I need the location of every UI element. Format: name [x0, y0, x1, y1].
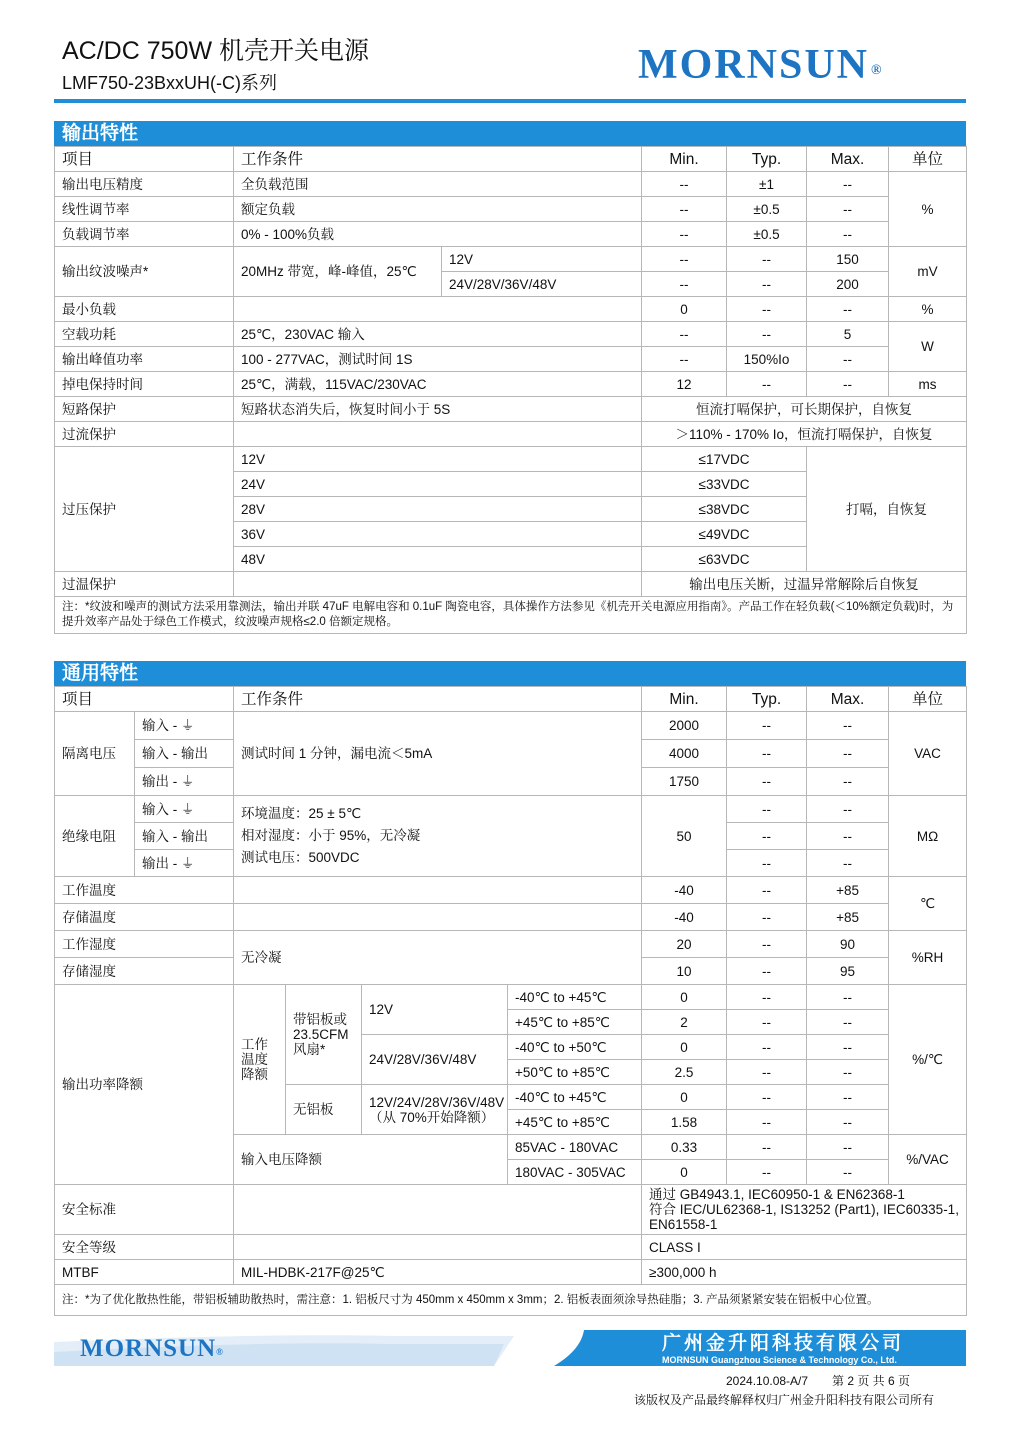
port-pair: 输入 - 输出 — [135, 740, 234, 768]
min-value: 0 — [642, 1035, 727, 1060]
table-row — [55, 796, 967, 823]
safety-standards — [642, 1185, 967, 1235]
max-value: +85 — [807, 877, 889, 904]
row-label: 掉电保持时间 — [55, 372, 234, 397]
min-value: -- — [642, 247, 727, 272]
series-name: LMF750-23BxxUH(-C)系列 — [62, 73, 278, 93]
port-pair: 输入 - 输出 — [135, 823, 234, 850]
output-spec-table — [54, 146, 967, 634]
min-value: 4000 — [642, 740, 727, 768]
unit-value: MΩ — [889, 796, 967, 877]
row-label: 输出功率降额 — [55, 985, 234, 1185]
unit-value: VAC — [889, 712, 967, 796]
row-condition: 全负载范围 — [234, 172, 642, 197]
max-value: 5 — [807, 322, 889, 347]
min-value: -- — [642, 197, 727, 222]
min-value: 0 — [642, 297, 727, 322]
table-row — [55, 322, 967, 347]
max-value: -- — [807, 768, 889, 796]
max-value: -- — [807, 1060, 889, 1085]
max-value: -- — [807, 796, 889, 823]
port-pair: 输入 - ⏚ — [135, 712, 234, 740]
derating-label: 输入电压降额 — [234, 1135, 508, 1185]
table-row — [55, 931, 967, 958]
typ-value: -- — [727, 931, 807, 958]
voltage-label: 24V/28V/36V/48V — [442, 272, 642, 297]
voltage-label: 12V — [362, 985, 508, 1035]
footer-logo — [80, 1334, 224, 1364]
ovp-limit: ≤17VDC — [642, 447, 807, 472]
typ-value: ±1 — [727, 172, 807, 197]
min-value: -- — [642, 347, 727, 372]
typ-value: -- — [727, 247, 807, 272]
min-value: 2000 — [642, 712, 727, 740]
voltage-range: 180VAC - 305VAC — [508, 1160, 642, 1185]
unit-value: % — [889, 297, 967, 322]
max-value: -- — [807, 347, 889, 372]
registered-mark: ® — [216, 1347, 224, 1357]
min-value: 2.5 — [642, 1060, 727, 1085]
general-spec-table — [54, 686, 967, 1316]
max-value: -- — [807, 1010, 889, 1035]
min-value: -- — [642, 272, 727, 297]
row-condition — [234, 904, 642, 931]
standard-line: 通过 GB4943.1, IEC60950-1 & EN62368-1 — [649, 1187, 905, 1202]
header-unit: 单位 — [889, 147, 967, 172]
min-value: 1750 — [642, 768, 727, 796]
typ-value: -- — [727, 740, 807, 768]
header-divider — [54, 99, 966, 103]
typ-value: -- — [727, 297, 807, 322]
row-condition — [234, 1235, 642, 1260]
output-footnote: 注：*纹波和噪声的测试方法采用靠测法，输出并联 47uF 电解电容和 0.1uF 陶瓷电容，具体操作方法参见《机壳开关电源应用指南》。产品工作在轻负载(＜10%额定负载)时，为提升效率产品处于绿色工作模式，纹波噪声规格≤2.0 倍额定规格。 — [55, 597, 967, 634]
row-label: 空载功耗 — [55, 322, 234, 347]
max-value: -- — [807, 372, 889, 397]
table-row — [55, 422, 967, 447]
table-row — [55, 222, 967, 247]
row-label: 过压保护 — [55, 447, 234, 572]
ovp-limit: ≤49VDC — [642, 522, 807, 547]
table-row — [55, 347, 967, 372]
header-min: Min. — [642, 147, 727, 172]
unit-value: W — [889, 322, 967, 372]
note-row — [55, 597, 967, 634]
max-value: -- — [807, 1110, 889, 1135]
max-value: -- — [807, 1135, 889, 1160]
max-value: -- — [807, 1085, 889, 1110]
condition-line: 相对湿度：小于 95%，无冷凝 — [241, 828, 421, 843]
row-label: 负载调节率 — [55, 222, 234, 247]
max-value: +85 — [807, 904, 889, 931]
table-row — [55, 1235, 967, 1260]
max-value: 200 — [807, 272, 889, 297]
header-max: Max. — [807, 147, 889, 172]
min-value: 50 — [642, 796, 727, 877]
row-condition: 25℃，230VAC 输入 — [234, 322, 642, 347]
row-label: 短路保护 — [55, 397, 234, 422]
typ-value: -- — [727, 272, 807, 297]
typ-value: 150%Io — [727, 347, 807, 372]
protection-value: 恒流打嗝保护，可长期保护，自恢复 — [642, 397, 967, 422]
typ-value: -- — [727, 877, 807, 904]
max-value: 90 — [807, 931, 889, 958]
max-value: -- — [807, 172, 889, 197]
min-value: 0 — [642, 985, 727, 1010]
condition-line: 测试电压：500VDC — [241, 850, 360, 865]
voltage-label: 12V/24V/28V/36V/48V（从 70%开始降额） — [362, 1085, 508, 1135]
logo-text: MORNSUN — [638, 42, 869, 88]
max-value: 95 — [807, 958, 889, 985]
typ-value: -- — [727, 904, 807, 931]
row-label: 安全标准 — [55, 1185, 234, 1235]
general-section-title: 通用特性 — [54, 661, 966, 686]
table-row — [55, 904, 967, 931]
row-label: 隔离电压 — [55, 712, 135, 796]
temp-range: +50℃ to +85℃ — [508, 1060, 642, 1085]
row-condition: 额定负载 — [234, 197, 642, 222]
unit-value: %/VAC — [889, 1135, 967, 1185]
row-label: 绝缘电阻 — [55, 796, 135, 877]
min-value: -- — [642, 222, 727, 247]
row-label: 工作湿度 — [55, 931, 234, 958]
voltage-label: 48V — [234, 547, 642, 572]
revision-date: 2024.10.08-A/7 — [726, 1374, 809, 1388]
max-value: -- — [807, 823, 889, 850]
header-condition: 工作条件 — [234, 687, 642, 712]
row-condition — [234, 796, 642, 877]
row-label: 安全等级 — [55, 1235, 234, 1260]
table-row — [55, 297, 967, 322]
company-name-cn: 广州金升阳科技有限公司 — [662, 1333, 905, 1354]
header-condition: 工作条件 — [234, 147, 642, 172]
unit-value: ms — [889, 372, 967, 397]
output-section-title: 输出特性 — [54, 121, 966, 146]
voltage-label: 12V — [442, 247, 642, 272]
protection-value: ＞110% - 170% Io，恒流打嗝保护，自恢复 — [642, 422, 967, 447]
page-number: 第 2 页 共 6 页 — [832, 1374, 911, 1388]
voltage-label: 36V — [234, 522, 642, 547]
condition-line: 环境温度：25 ± 5℃ — [241, 806, 362, 821]
max-value: -- — [807, 740, 889, 768]
table-row — [55, 985, 967, 1010]
max-value: 150 — [807, 247, 889, 272]
temp-range: -40℃ to +45℃ — [508, 1085, 642, 1110]
unit-value: mV — [889, 247, 967, 297]
row-label: MTBF — [55, 1260, 234, 1285]
row-condition: 无冷凝 — [234, 931, 642, 985]
temp-range: +45℃ to +85℃ — [508, 1010, 642, 1035]
voltage-label: 24V/28V/36V/48V — [362, 1035, 508, 1085]
row-label: 输出峰值功率 — [55, 347, 234, 372]
header-typ: Typ. — [727, 687, 807, 712]
table-header-row — [55, 687, 967, 712]
header-min: Min. — [642, 687, 727, 712]
mtbf-value: ≥300,000 h — [642, 1260, 967, 1285]
unit-value: %/℃ — [889, 985, 967, 1135]
typ-value: -- — [727, 372, 807, 397]
min-value: 2 — [642, 1010, 727, 1035]
unit-value: % — [889, 172, 967, 247]
row-condition — [234, 572, 642, 597]
row-condition: MIL-HDBK-217F@25℃ — [234, 1260, 642, 1285]
header-item: 项目 — [55, 147, 234, 172]
voltage-label: 28V — [234, 497, 642, 522]
table-row — [55, 197, 967, 222]
ovp-mode: 打嗝，自恢复 — [807, 447, 967, 572]
typ-value: -- — [727, 712, 807, 740]
temp-range: -40℃ to +50℃ — [508, 1035, 642, 1060]
cooling-condition: 无铝板 — [286, 1085, 362, 1135]
safety-class: CLASS I — [642, 1235, 967, 1260]
ovp-limit: ≤33VDC — [642, 472, 807, 497]
typ-value: -- — [727, 850, 807, 877]
row-condition: 25℃，满载，115VAC/230VAC — [234, 372, 642, 397]
min-value: -- — [642, 322, 727, 347]
min-value: 0 — [642, 1085, 727, 1110]
row-condition — [234, 1185, 642, 1235]
min-value: 10 — [642, 958, 727, 985]
row-label: 输出纹波噪声* — [55, 247, 234, 297]
table-row — [55, 172, 967, 197]
typ-value: -- — [727, 1085, 807, 1110]
table-header-row — [55, 147, 967, 172]
cooling-condition: 带铝板或 23.5CFM 风扇* — [286, 985, 362, 1085]
logo-text: MORNSUN — [80, 1335, 217, 1362]
min-value: 0 — [642, 1160, 727, 1185]
company-name-en: MORNSUN Guangzhou Science & Technology Co., Ltd. — [662, 1355, 897, 1365]
typ-value: -- — [727, 1035, 807, 1060]
table-row — [55, 877, 967, 904]
table-row — [55, 1260, 967, 1285]
header-typ: Typ. — [727, 147, 807, 172]
row-label: 过温保护 — [55, 572, 234, 597]
row-label: 存储湿度 — [55, 958, 234, 985]
port-pair: 输出 - ⏚ — [135, 768, 234, 796]
min-value: -- — [642, 172, 727, 197]
row-condition: 短路状态消失后，恢复时间小于 5S — [234, 397, 642, 422]
typ-value: ±0.5 — [727, 222, 807, 247]
min-value: 12 — [642, 372, 727, 397]
table-row — [55, 572, 967, 597]
max-value: -- — [807, 1160, 889, 1185]
typ-value: -- — [727, 768, 807, 796]
row-condition: 20MHz 带宽，峰-峰值，25℃ — [234, 247, 442, 297]
min-value: -40 — [642, 877, 727, 904]
table-row — [55, 397, 967, 422]
voltage-range: 85VAC - 180VAC — [508, 1135, 642, 1160]
row-label: 线性调节率 — [55, 197, 234, 222]
typ-value: -- — [727, 796, 807, 823]
ovp-limit: ≤63VDC — [642, 547, 807, 572]
row-label: 最小负载 — [55, 297, 234, 322]
row-label: 输出电压精度 — [55, 172, 234, 197]
general-footnote: 注：*为了优化散热性能，带铝板辅助散热时，需注意：1. 铝板尺寸为 450mm x 450mm x 3mm；2. 铝板表面须涂导热硅脂；3. 产品须紧紧安装在铝板中心位置。 — [55, 1285, 967, 1316]
typ-value: -- — [727, 1010, 807, 1035]
table-row — [55, 447, 967, 472]
min-value: 20 — [642, 931, 727, 958]
registered-mark: ® — [871, 63, 884, 78]
header-unit: 单位 — [889, 687, 967, 712]
temp-range: -40℃ to +45℃ — [508, 985, 642, 1010]
max-value: -- — [807, 850, 889, 877]
protection-value: 输出电压关断，过温异常解除后自恢复 — [642, 572, 967, 597]
derating-label: 工作温度降额 — [234, 985, 286, 1135]
typ-value: -- — [727, 1060, 807, 1085]
note-row — [55, 1285, 967, 1316]
row-condition: 100 - 277VAC，测试时间 1S — [234, 347, 642, 372]
max-value: -- — [807, 222, 889, 247]
voltage-label: 24V — [234, 472, 642, 497]
typ-value: -- — [727, 958, 807, 985]
table-row — [55, 247, 967, 272]
max-value: -- — [807, 712, 889, 740]
min-value: 1.58 — [642, 1110, 727, 1135]
row-condition: 测试时间 1 分钟，漏电流＜5mA — [234, 712, 642, 796]
row-condition — [234, 297, 642, 322]
typ-value: -- — [727, 1135, 807, 1160]
max-value: -- — [807, 985, 889, 1010]
max-value: -- — [807, 1035, 889, 1060]
row-condition — [234, 877, 642, 904]
typ-value: ±0.5 — [727, 197, 807, 222]
typ-value: -- — [727, 1110, 807, 1135]
standard-line: 符合 IEC/UL62368-1, IS13252 (Part1), IEC60335-1, EN61558-1 — [649, 1202, 959, 1232]
min-value: 0.33 — [642, 1135, 727, 1160]
ovp-limit: ≤38VDC — [642, 497, 807, 522]
table-row — [55, 1185, 967, 1235]
brand-logo — [638, 40, 883, 90]
typ-value: -- — [727, 823, 807, 850]
unit-value: %RH — [889, 931, 967, 985]
row-label: 存储温度 — [55, 904, 234, 931]
voltage-label: 12V — [234, 447, 642, 472]
max-value: -- — [807, 197, 889, 222]
row-condition — [234, 422, 642, 447]
row-label: 工作温度 — [55, 877, 234, 904]
typ-value: -- — [727, 985, 807, 1010]
row-label: 过流保护 — [55, 422, 234, 447]
max-value: -- — [807, 297, 889, 322]
copyright-notice: 该版权及产品最终解释权归广州金升阳科技有限公司所有 — [634, 1393, 935, 1407]
table-row — [55, 372, 967, 397]
document-title: AC/DC 750W 机壳开关电源 — [62, 37, 369, 65]
row-condition: 0% - 100%负载 — [234, 222, 642, 247]
port-pair: 输入 - ⏚ — [135, 796, 234, 823]
temp-range: +45℃ to +85℃ — [508, 1110, 642, 1135]
unit-value: ℃ — [889, 877, 967, 931]
typ-value: -- — [727, 1160, 807, 1185]
table-row — [55, 712, 967, 740]
header-item: 项目 — [55, 687, 234, 712]
min-value: -40 — [642, 904, 727, 931]
port-pair: 输出 - ⏚ — [135, 850, 234, 877]
header-max: Max. — [807, 687, 889, 712]
typ-value: -- — [727, 322, 807, 347]
